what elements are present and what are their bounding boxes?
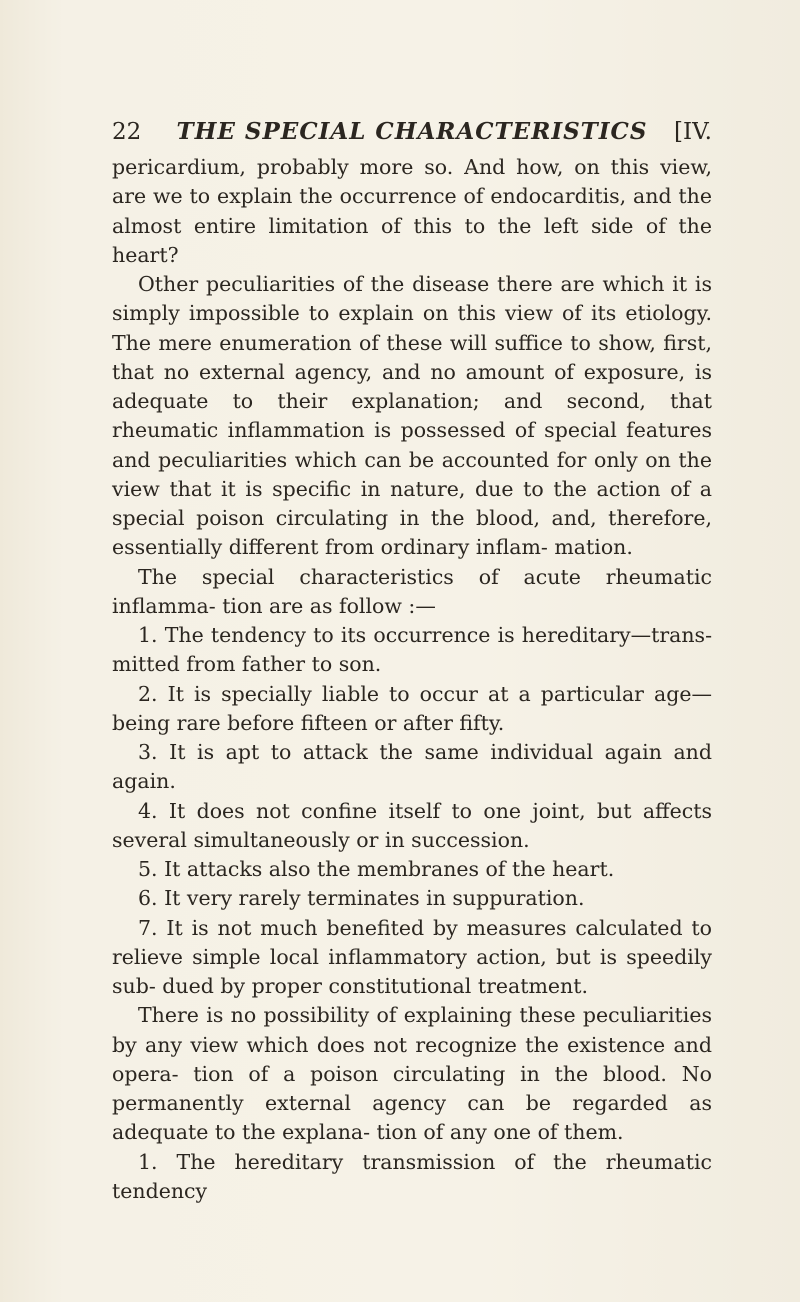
list-item: 6. It very rarely terminates in suppuration. [138, 886, 585, 911]
paragraph: Other peculiarities of the disease there are which it is simply impossible to explain on this view of its etiology. The mere enumeration of these will suffice to show, first, that no external agency, and no amount of exposure, is adequate to their explanation; and second, that rheumatic inflammation is possessed of special features and peculiarities which can be accounted for only on the view that it is specific in nature, due to the action of a special poison circulating in the blood, and, therefore, essentially different from ordinary inflam- mation. [112, 272, 712, 560]
list-item: 1. The tendency to its occurrence is hereditary—trans- mitted from father to son. [112, 623, 712, 677]
list-item: 5. It attacks also the membranes of the heart. [138, 857, 615, 881]
list-item: 1. The hereditary transmission of the rheumatic tendency [112, 1149, 712, 1203]
page-number: 22 [112, 119, 142, 145]
list-item: 2. It is specially liable to occur at a particular age— being rare before fifteen or after fifty. [112, 681, 712, 735]
list-item: 3. It is apt to attack the same individual again and again. [112, 740, 712, 794]
paragraph: There is no possibility of explaining these peculiarities by any view which does not recognize the existence and opera- tion of a poison circulating in the blood. No permanently external agency can be regarded as adequate to the explana- tion of any one of them. [112, 1003, 712, 1145]
body-text [112, 153, 712, 1206]
running-head [112, 114, 712, 150]
running-title: THE SPECIAL CHARACTERISTICS [176, 118, 648, 145]
paragraph-continuation: pericardium, probably more so. And how, on this view, are we to explain the occurrence of endocarditis, and the almost entire limitation of this to the left side of the heart? [112, 155, 712, 267]
list-item: 4. It does not confine itself to one joint, but affects several simultaneously or in succession. [112, 798, 712, 852]
paragraph: The special characteristics of acute rheumatic inflamma- tion are as follow :— [112, 564, 712, 618]
chapter-marker: [IV. [674, 119, 712, 145]
list-item: 7. It is not much benefited by measures calculated to relieve simple local inflammatory action, but is speedily sub- dued by proper constitutional treatment. [112, 915, 712, 998]
